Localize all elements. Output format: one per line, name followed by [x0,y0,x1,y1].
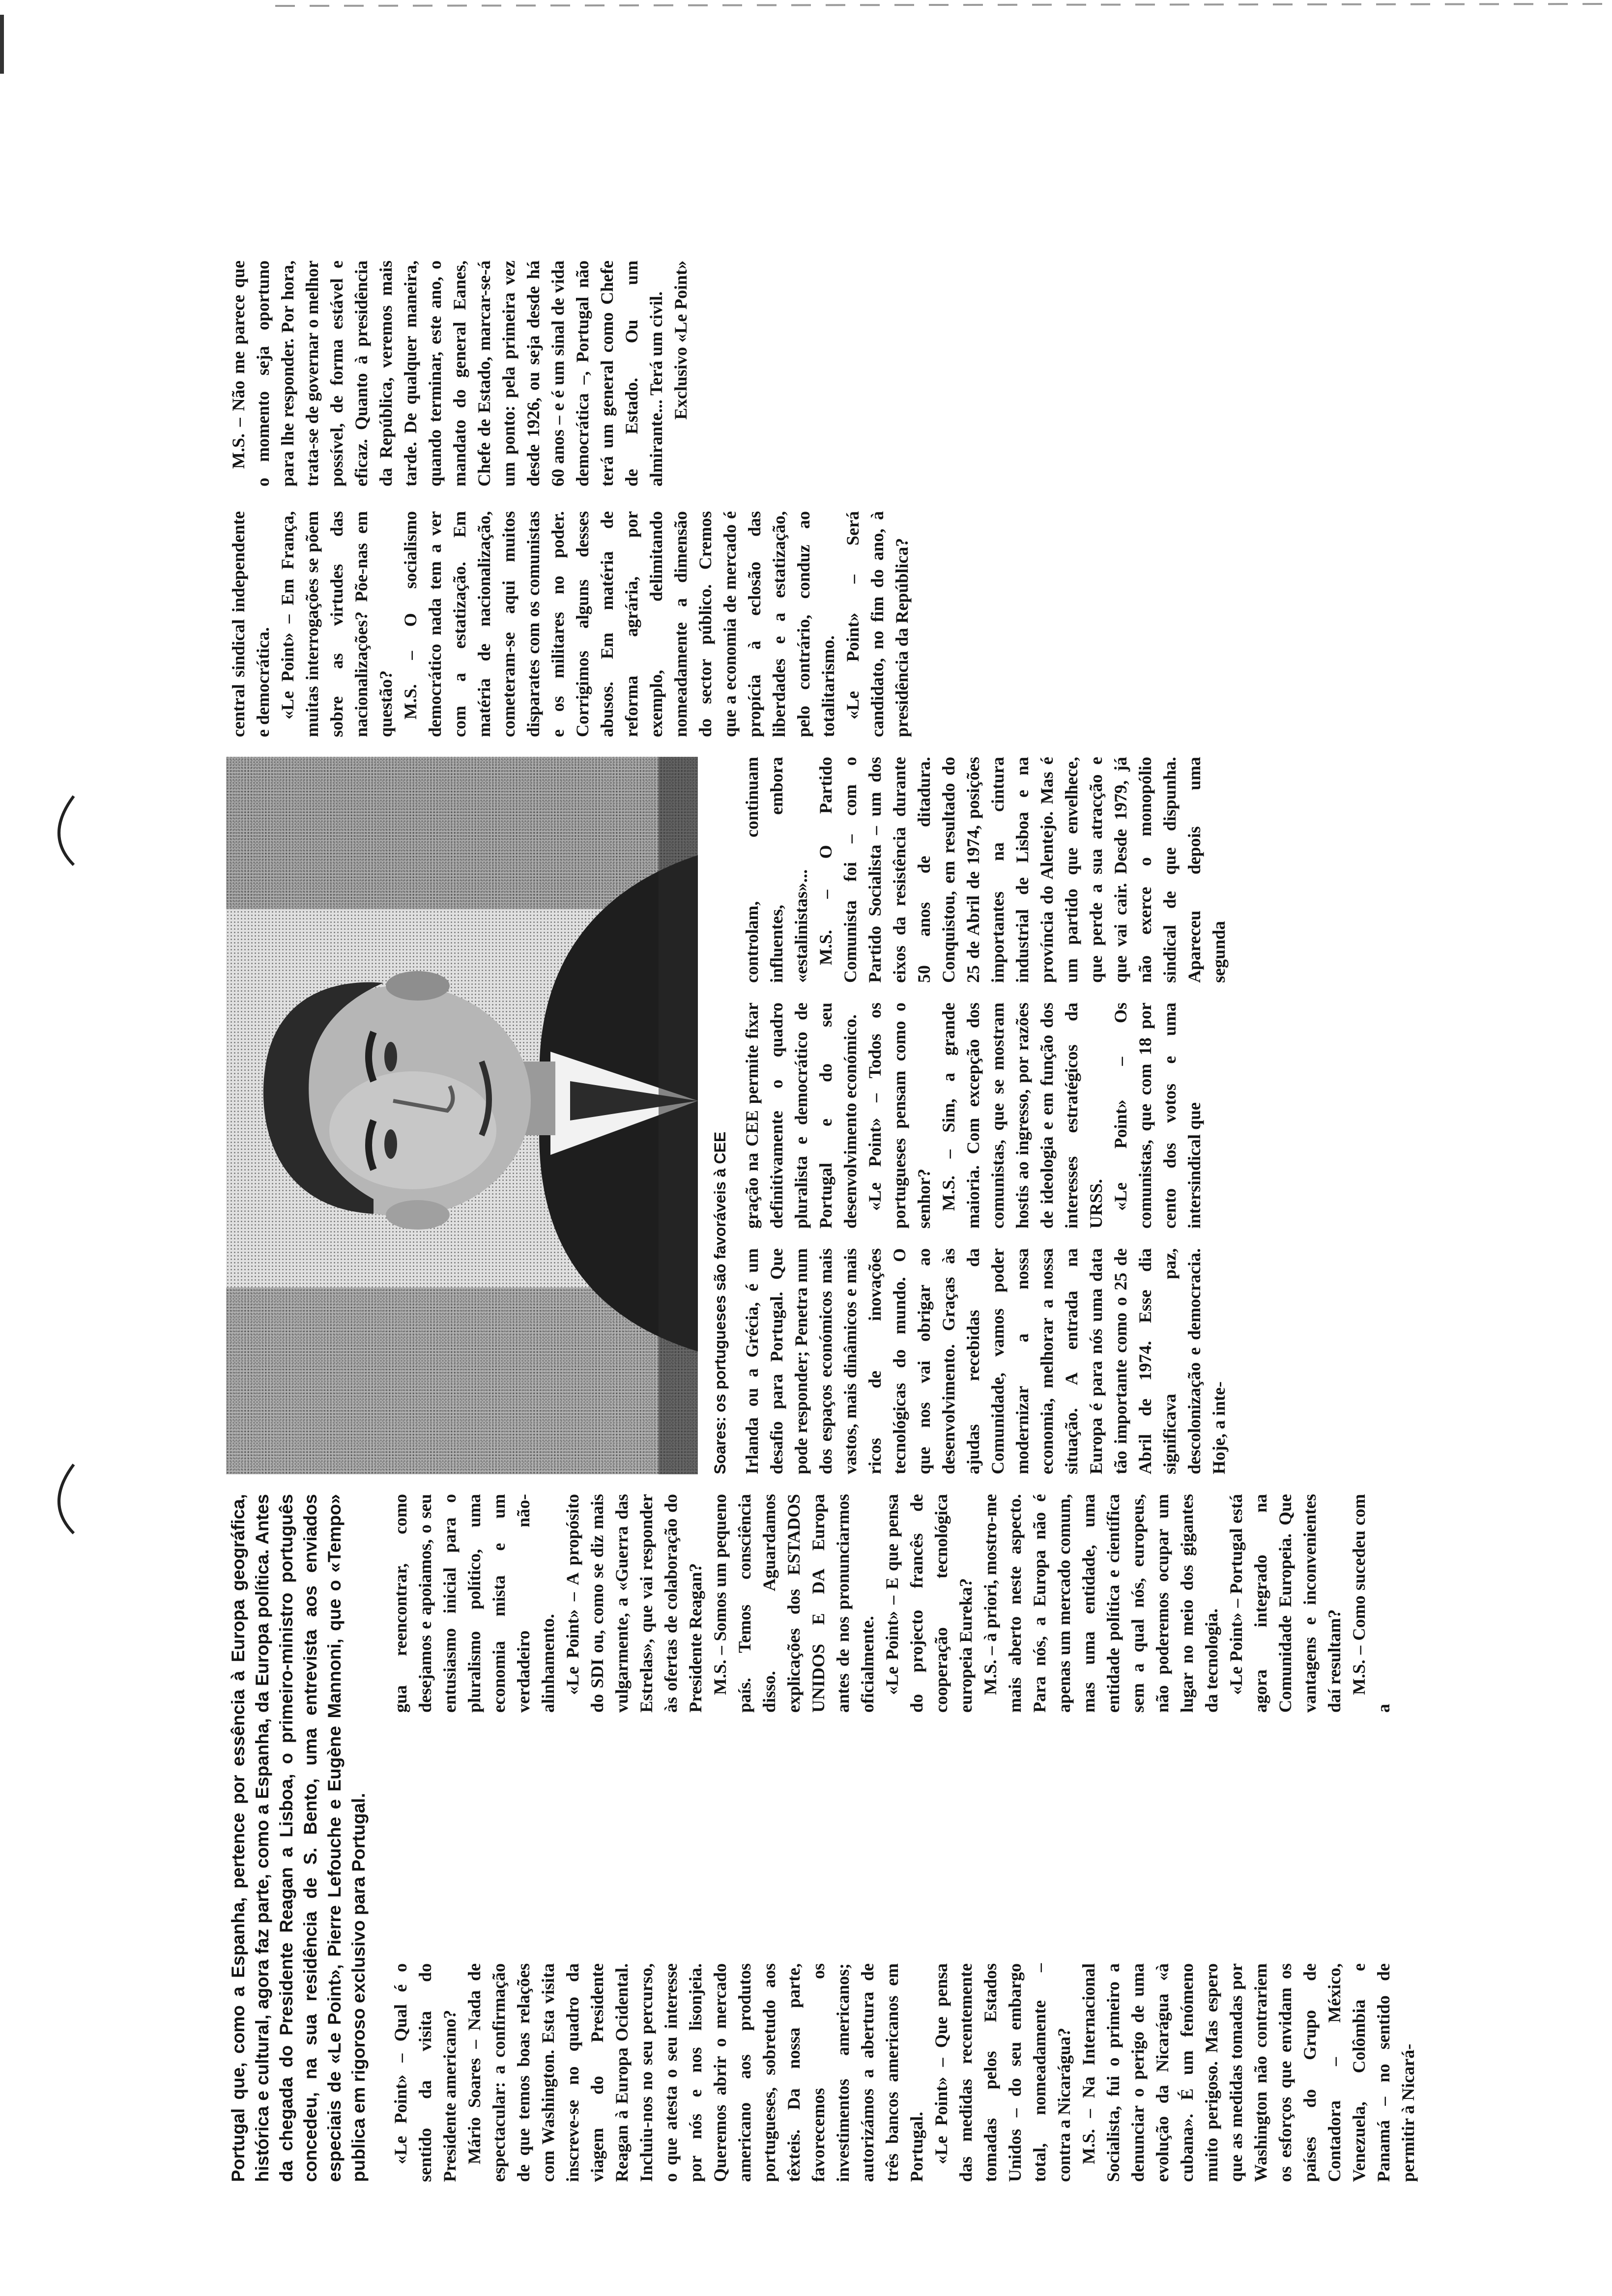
article-column-2 [388,1494,1393,1713]
question: «Le Point» – E que pensa do projecto francês de cooperação tecnológica europeia Eureka? [882,1494,976,1713]
answer: M.S. – à priori, mostro-me mais aberto neste aspecto. Para nós, a Europa não é apenas um mercado comum, mas uma entidade, uma entidade política e científica sem a qual nós, europeus, não poderemos ocupar um lugar no meio dos gigantes da tecnologia. [980,1494,1221,1713]
question: «Le Point» – Portugal está agora integrado na Comunidade Europeia. Que vantagens e inconvenientes daí resultam? [1226,1494,1344,1713]
paragraph-continuation: controlam, continuam influentes, embora «estalinistas»... [742,757,811,983]
paragraph-continuation: Irlanda ou a Grécia, é um desafio para Portugal. Que pode responder; Penetra num dos espaços económicos mais vastos, mais dinâmicos e mais ricos de inovações tecnológicas do mundo. O que nos vai obrigar ao desenvolvimento. Graças às ajudas recebidas da Comunidade, vamos poder modernizar a nossa economia, melhorar a nossa situação. A entrada na Europa é para nós uma data tão importante como o 25 de Abril de 1974. Esse dia significava paz, descolonização e democracia. Hoje, a inte- [742,1248,1229,1474]
article-column-3 [740,1248,1320,1474]
article-signature: Exclusivo «Le Point» [671,260,691,420]
question: «Le Point» – Qual é o sentido da visita do Presidente americano? [391,1963,460,2182]
top-edge-shadow [275,4,1612,6]
punch-hole-mark [59,796,74,865]
answer: M.S. – Na Internacional Socialista, fui o primeiro a denunciar o perigo de uma evolução da Nicarágua «à cubana». É um fenómeno muito perigoso. Mas espero que as medidas tomadas por Washington não contrariem os esforços que envidam os países do Grupo de Contadora – México, Venezuela, Colômbia e Panamá – no sentido de permitir à Nicará- [1079,1963,1418,2182]
portrait-of-mario-soares-image [226,757,698,1474]
question: «Le Point» – Em França, muitas interrogações se põem sobre as virtudes das nacionalizações? Põe-nas em questão? [278,511,396,737]
answer: M.S. – O Partido Comunista foi – com o Partido Socialista – um dos eixos da resistência durante 50 anos de ditadura. Conquistou, em resultado do 25 de Abril de 1974, posições importantes na cintura industrial de Lisboa e na província do Alentejo. Mas é um partido que envelhece, que perde a sua atracção e que vai cair. Desde 1979, já não exerce o monopólio sindical de que dispunha. Apareceu depois uma segunda [816,757,1229,983]
rotated-article [226,10,1418,2182]
answer: Mário Soares – Nada de espectacular: a confirmação de que temos boas relações com Washington. Esta visita inscreve-se no quadro da viagem do Presidente Reagan à Europa Ocidental. Incluiu-nos no seu percurso, o que atesta o seu interesse por nós e nos lisonjeia. Queremos abrir o mercado americano aos produtos portugueses, sobretudo aos têxteis. Da nossa parte, favorecemos os investimentos americanos; autorizámos a abertura de três bancos americanos em Portugal. [464,1963,926,2182]
article-columns-left [388,1494,1418,2182]
article-column-1 [388,1963,1418,2182]
article-column-6 [226,511,1322,737]
paragraph-continuation: gua reencontrar, como desejamos e apoiamos, o seu entusiasmo inicial para o pluralismo político, uma economia mista e um verdadeiro não-alinhamento. [391,1494,558,1713]
article-columns-right [226,10,1322,737]
article-column-7 [226,260,1322,487]
question: «Le Point» – Será candidato, no fim do ano, à presidência da República? [843,511,912,737]
answer: M.S. – Como sucedeu com a [1349,1494,1393,1713]
photo-caption: Soares: os portugueses são favoráveis à CEE [711,1131,729,1474]
portrait-photo [226,757,698,1474]
edge-mark [0,15,4,74]
article-column-spacer [226,10,1322,236]
answer: M.S. – O socialismo democrático nada tem a ver com a estatização. Em matéria de nacionalização, cometeram-se aqui muitos disparates com os comunistas e os militares no poder. Corrigimos alguns desses abusos. Em matéria de reforma agrária, por exemplo, delimitando nomeadamente a dimensão do sector público. Cremos que a economia de mercado é propícia à eclosão das liberdades e a estatização, pelo contrário, conduz ao totalitarismo. [401,511,838,737]
answer: M.S. – Somos um pequeno país. Temos consciência disso. Aguardamos explicações dos ESTADOS UNIDOS E DA Europa antes de nos pronunciarmos oficialmente. [710,1494,877,1713]
answer: M.S. – Não me parece que o momento seja oportuno para lhe responder. Por hora, trata-se de governar o melhor possível, de forma estável e eficaz. Quanto à presidência da República, veremos mais tarde. De qualquer maneira, quando terminar, este ano, o mandato do general Eanes, Chefe de Estado, marcar-se-á um ponto: pela primeira vez desde 1926, ou seja desde há 60 anos – e é um sinal de vida democrática –, Portugal não terá um general como Chefe de Estado. Ou um almirante... Terá um civil. [229,260,666,487]
question: «Le Point» – Todos os portugueses pensam como o senhor? [865,1003,934,1229]
paragraph-continuation: gração na CEE permite fixar definitivamente o quadro pluralista e democrático de Portugal e do seu desenvolvimento económico. [742,1003,860,1229]
article-intro: Portugal que, como a Espanha, pertence por essência à Europa geográfica, histórica e cultural, agora faz parte, como a Espanha, da Europa política. Antes da chegada do Presidente Reagan a Lisboa, o primeiro-ministro português concedeu, na sua residência de S. Bento, uma entrevista aos enviados especiais de «Le Point», Pierre Lefouche e Eugène Mannoni, que o «Tempo» publica em rigoroso exclusivo para Portugal. [228,1494,369,2182]
article-column-5 [740,757,1320,983]
paragraph-continuation: central sindical independente e democrática. [229,511,273,737]
question: «Le Point» – A propósito do SDI ou, como se diz mais vulgarmente, a «Guerra das Estrelas», que vai responder às ofertas de colaboração do Presidente Reagan? [563,1494,705,1713]
question: «Le Point» – Os comunistas, que com 18 por cento dos votos e uma intersindical que [1111,1003,1204,1229]
punch-hole-mark [59,1464,74,1533]
article-column-4 [740,1003,1320,1229]
answer: M.S. – Sim, a grande maioria. Com excepção dos comunistas, que se mostram hostis ao ingresso, por razões de ideologia e em função dos interesses estratégicos da URSS. [939,1003,1106,1229]
question: «Le Point» – Que pensa das medidas recentemente tomadas pelos Estados Unidos – do seu embargo total, nomeadamente – contra a Nicarágua? [931,1963,1074,2182]
article-columns-middle [740,757,1320,1474]
